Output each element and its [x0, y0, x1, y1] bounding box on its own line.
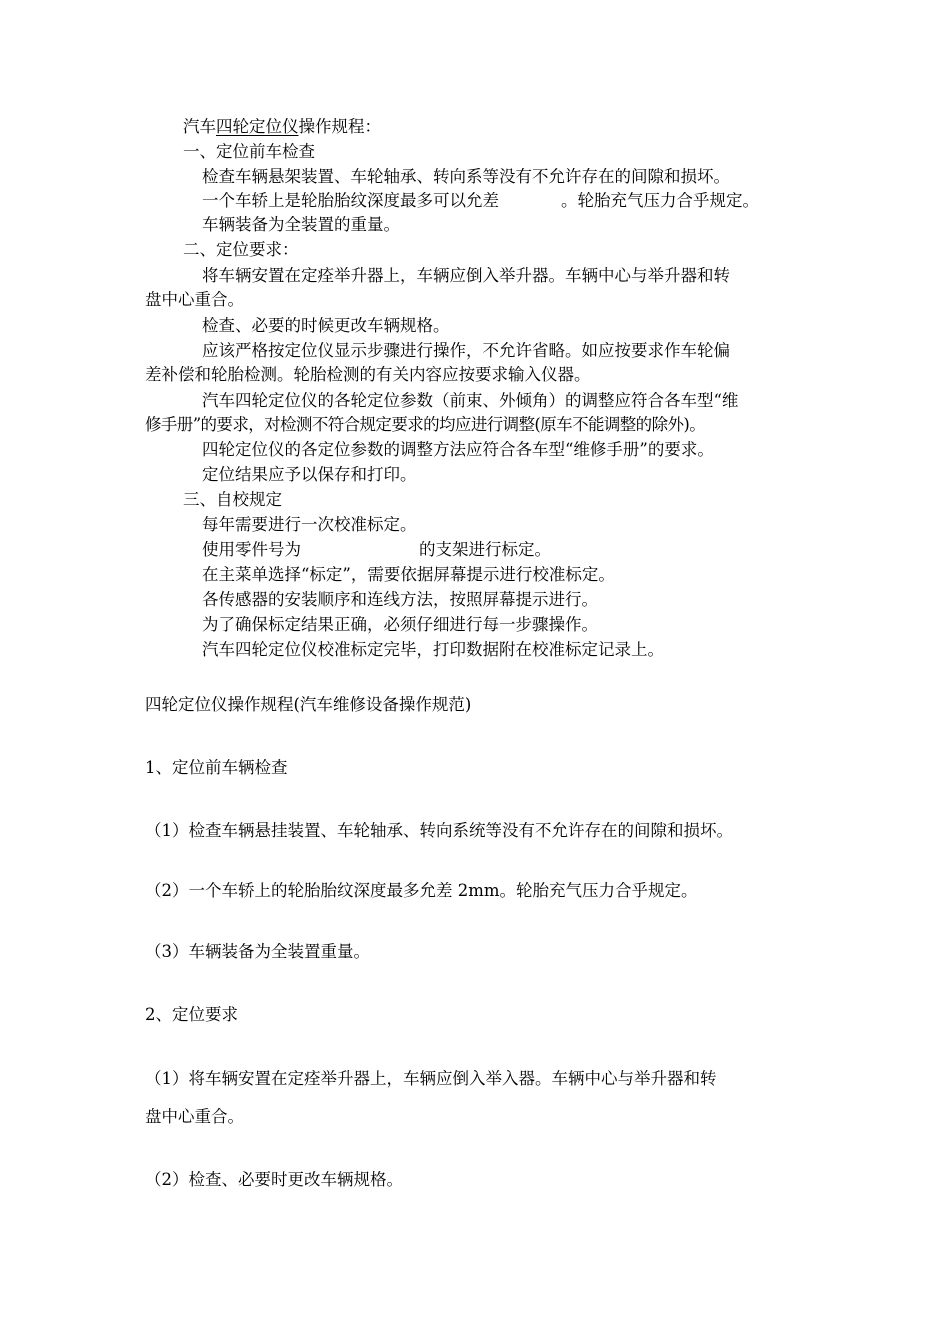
title-underlined: 四轮定位仪 — [216, 117, 299, 136]
part2-item-2: （2）一个车轿上的轮胎胎纹深度最多允差 2mm。轮胎充气压力合乎规定。 — [145, 881, 698, 900]
doc-title — [183, 116, 381, 138]
s2-para-5: 四轮定位仪的各定位参数的调整方法应符合各车型“维修手册”的要求。 — [202, 440, 714, 459]
s1-line-2-b: 。轮胎充气压力合乎规定。 — [561, 191, 759, 210]
s2-para-4b: 修手册”的要求，对检测不符合规定要求的均应进行调整(原车不能调整的除外)。 — [145, 415, 706, 434]
s2-para-3a: 应该严格按定位仪显示步骤进行操作，不允许省略。如应按要求作车轮偏 — [202, 341, 730, 360]
title-suffix: 操作规程： — [298, 117, 381, 136]
s2-para-4a: 汽车四轮定位仪的各轮定位参数（前束、外倾角）的调整应符合各车型“维 — [202, 391, 739, 410]
part2-item-4b: 盘中心重合。 — [145, 1107, 244, 1126]
part2-item-4a: （1）将车辆安置在定痊举升器上，车辆应倒入举入器。车辆中心与举升器和转 — [145, 1069, 717, 1088]
part2-item-1: （1）检查车辆悬挂装置、车轮轴承、转向系统等没有不允许存在的间隙和损坏。 — [145, 821, 733, 840]
s2-para-1a: 将车辆安置在定痊举升器上，车辆应倒入举升器。车辆中心与举升器和转 — [202, 266, 730, 285]
s3-line-4: 各传感器的安装顺序和连线方法，按照屏幕提示进行。 — [202, 590, 598, 609]
section-2-heading: 二、定位要求： — [183, 240, 299, 259]
part2-heading-2: 2、定位要求 — [145, 1005, 238, 1024]
title-prefix: 汽车 — [183, 117, 216, 136]
s2-para-6: 定位结果应予以保存和打印。 — [202, 465, 417, 484]
s3-line-2-b: 的支架进行标定。 — [419, 540, 551, 559]
part2-item-5: （2）检查、必要时更改车辆规格。 — [145, 1170, 403, 1189]
section-3-heading: 三、自校规定 — [183, 490, 282, 509]
s1-line-1: 检查车辆悬架装置、车轮轴承、转向系等没有不允许存在的间隙和损坏。 — [202, 167, 730, 186]
s3-line-2-a: 使用零件号为 — [202, 540, 301, 559]
s3-line-1: 每年需要进行一次校准标定。 — [202, 515, 417, 534]
s1-line-2-a: 一个车轿上是轮胎胎纹深度最多可以允差 — [202, 191, 499, 210]
part2-title: 四轮定位仪操作规程(汽车维修设备操作规范) — [145, 695, 472, 714]
s3-line-3: 在主菜单选择“标定”，需要依据屏幕提示进行校准标定。 — [202, 565, 615, 584]
s3-line-5: 为了确保标定结果正确，必须仔细进行每一步骤操作。 — [202, 615, 598, 634]
s2-para-3b: 差补偿和轮胎检测。轮胎检测的有关内容应按要求输入仪器。 — [145, 365, 591, 384]
part2-item-3: （3）车辆装备为全装置重量。 — [145, 942, 370, 961]
s3-line-2 — [202, 539, 551, 561]
s1-line-2 — [202, 190, 759, 212]
s1-line-3: 车辆装备为全装置的重量。 — [202, 215, 400, 234]
s3-line-6: 汽车四轮定位仪校准标定完毕，打印数据附在校准标定记录上。 — [202, 640, 664, 659]
part2-heading-1: 1、定位前车辆检查 — [145, 758, 288, 777]
s2-para-1b: 盘中心重合。 — [145, 290, 244, 309]
s2-para-2: 检查、必要的时候更改车辆规格。 — [202, 316, 450, 335]
section-1-heading: 一、定位前车检查 — [183, 142, 315, 161]
